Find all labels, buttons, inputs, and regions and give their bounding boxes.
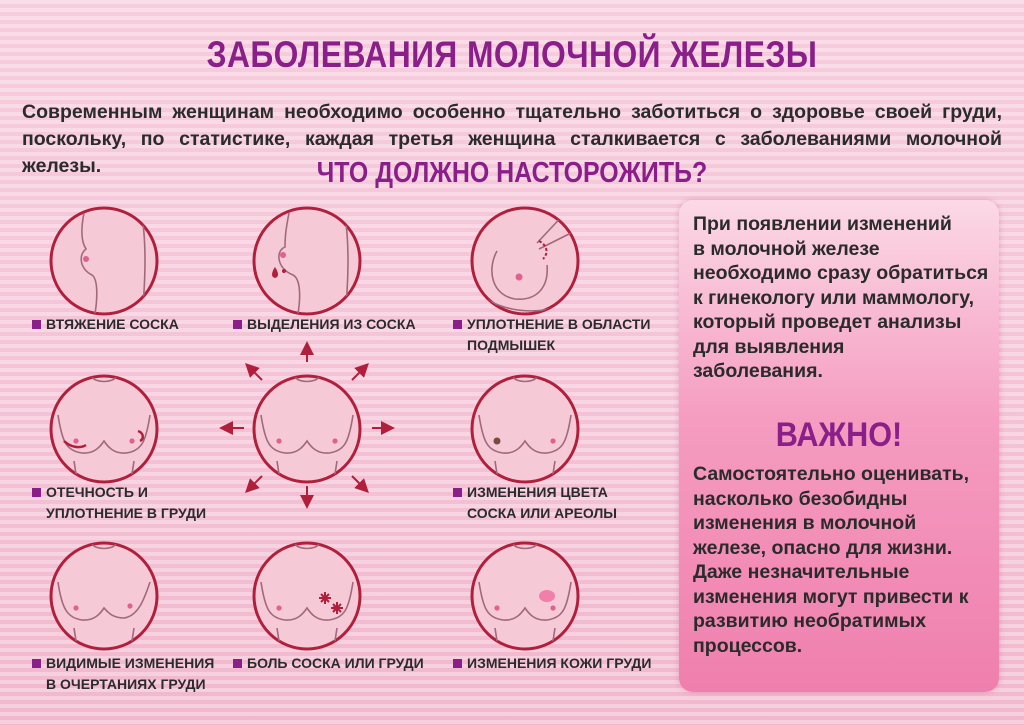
- page-title: ЗАБОЛЕВАНИЯ МОЛОЧНОЙ ЖЕЛЕЗЫ: [206, 34, 818, 75]
- breast-side-discharge-icon: [249, 203, 365, 319]
- bullet-icon: [32, 488, 41, 497]
- bullet-icon: [453, 320, 462, 329]
- advice-panel: [679, 200, 999, 692]
- symptom-label-contour: ВИДИМЫЕ ИЗМЕНЕНИЯ В ОЧЕРТАНИЯХ ГРУДИ: [32, 653, 214, 695]
- important-heading: ВАЖНО!: [775, 416, 903, 454]
- symptom-label-armpit: УПЛОТНЕНИЕ В ОБЛАСТИ ПОДМЫШЕК: [453, 314, 650, 356]
- section-subtitle: ЧТО ДОЛЖНО НАСТОРОЖИТЬ?: [316, 157, 708, 189]
- symptom-label-pain: БОЛЬ СОСКА ИЛИ ГРУДИ: [233, 653, 424, 674]
- symptom-label-swelling: ОТЕЧНОСТЬ И УПЛОТНЕНИЕ В ГРУДИ: [32, 482, 206, 524]
- breast-armpit-icon: [467, 203, 583, 319]
- bullet-icon: [453, 659, 462, 668]
- bullet-icon: [233, 320, 242, 329]
- advice-text: При появлении изменений в молочной железе необходимо сразу обратиться к гинекологу или маммологу, который проведет анализы для выявления заболевания.: [693, 213, 989, 382]
- breast-side-retraction-icon: [46, 203, 162, 319]
- breast-pain-icon: [249, 538, 365, 654]
- symptom-label-discharge: ВЫДЕЛЕНИЯ ИЗ СОСКА: [233, 314, 416, 335]
- bullet-icon: [233, 659, 242, 668]
- symptom-label-nipple-retraction: ВТЯЖЕНИЕ СОСКА: [32, 314, 179, 335]
- symptom-label-nipple-color: ИЗМЕНЕНИЯ ЦВЕТА СОСКА ИЛИ АРЕОЛЫ: [453, 482, 617, 524]
- arrows-icon: [210, 340, 410, 520]
- bullet-icon: [32, 659, 41, 668]
- breast-contour-icon: [46, 538, 162, 654]
- bullet-icon: [453, 488, 462, 497]
- symptom-label-skin: ИЗМЕНЕНИЯ КОЖИ ГРУДИ: [453, 653, 651, 674]
- breast-skin-icon: [467, 538, 583, 654]
- breast-nipple-color-icon: [467, 371, 583, 487]
- breast-swelling-icon: [46, 371, 162, 487]
- intro-paragraph: Современным женщинам необходимо особенно тщательно заботиться о здоровье своей груди, поскольку, по статистике, каждая третья женщина сталкивается с заболеваниями молочной железы.: [22, 101, 1002, 177]
- bullet-icon: [32, 320, 41, 329]
- warning-text: Самостоятельно оценивать, насколько безобидны изменения в молочной железе, опасно для жизни. Даже незначительные изменения могут привести к развитию необратимых процессов.: [693, 463, 970, 657]
